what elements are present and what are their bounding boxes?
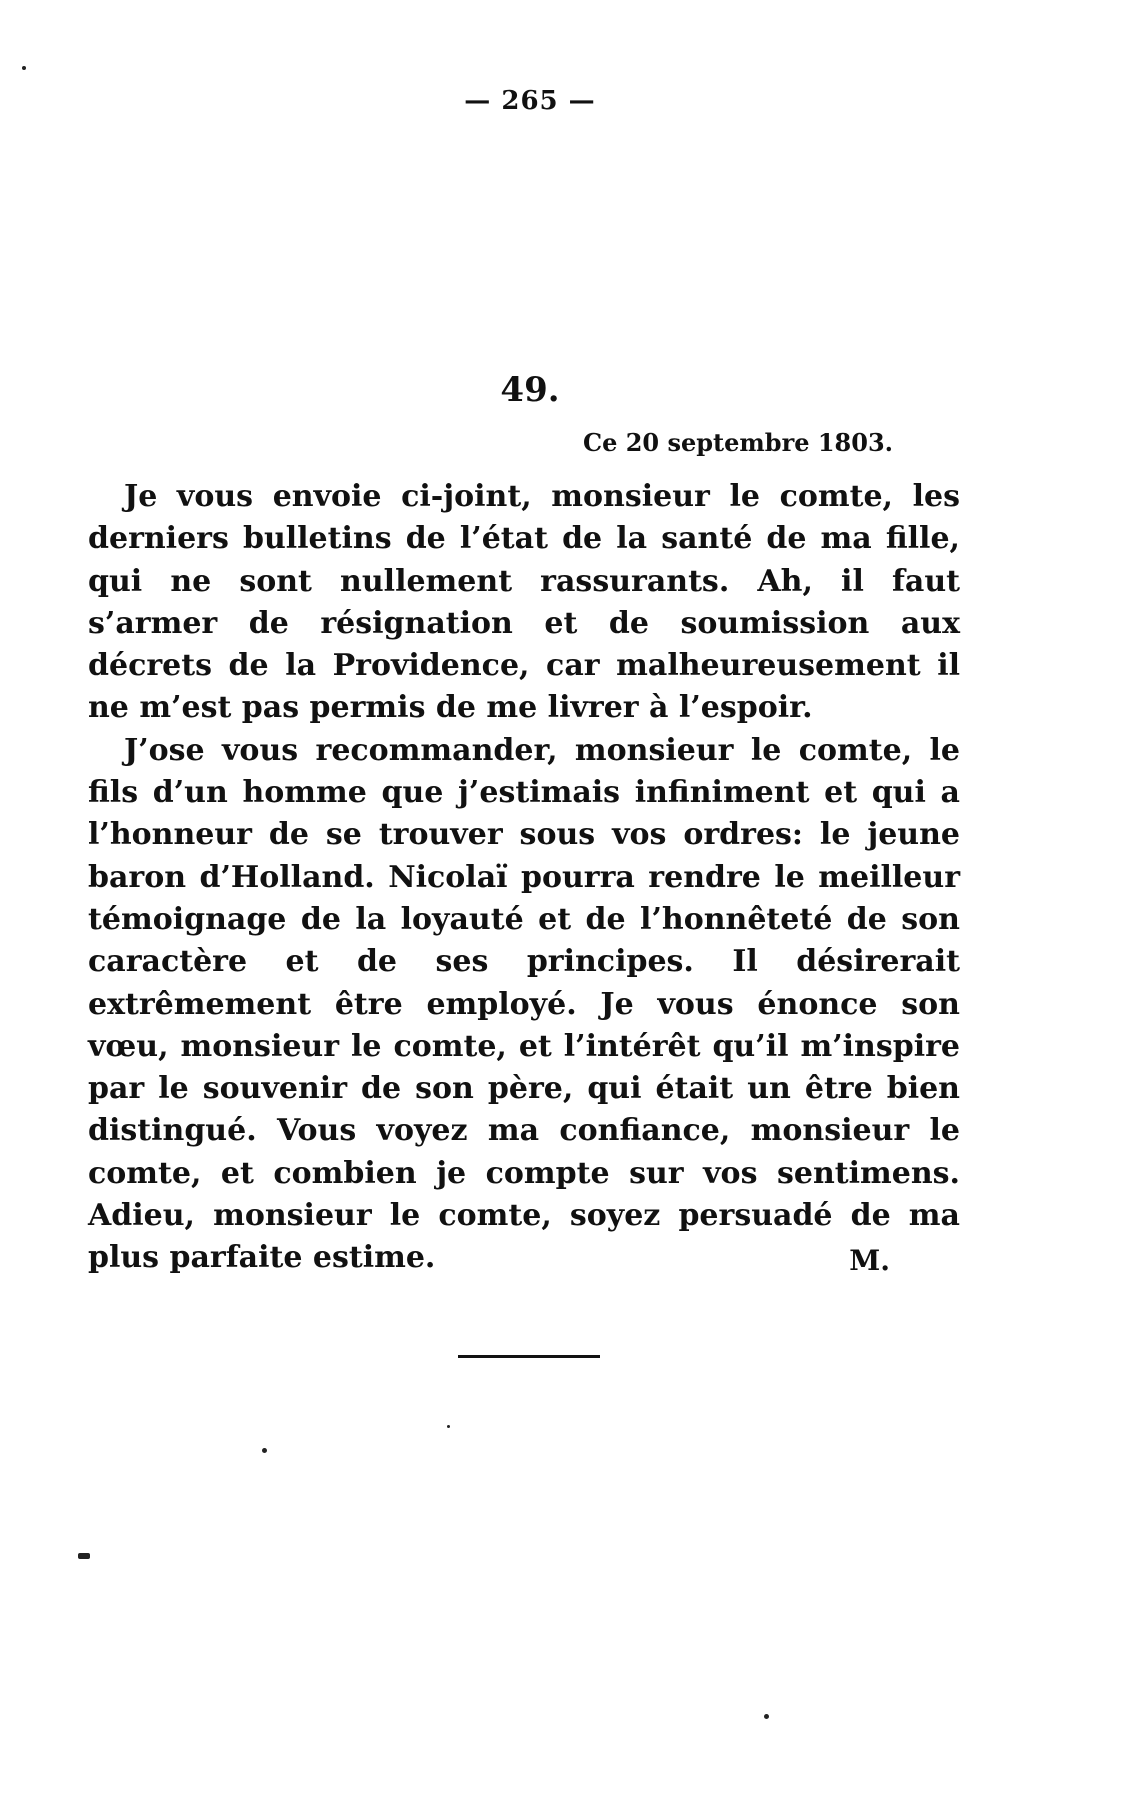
signature: M.	[849, 1244, 890, 1277]
scan-speck	[262, 1448, 267, 1453]
paragraph-1: Je vous envoie ci-joint, monsieur le comte, les derniers bulletins de l’état de la santé de ma fille, qui ne sont nullement rassurants. Ah, il faut s’armer de résignation et de soumission aux décrets de la Providence, car malheureusement il ne m’est pas permis de me livrer à l’espoir.	[88, 479, 960, 726]
paragraph-2: J’ose vous recommander, monsieur le comte, le fils d’un homme que j’estimais infiniment et qui a l’honneur de se trouver sous vos ordres: le jeune baron d’Holland. Nicolaï pourra rendre le meilleur témoignage de la loyauté et de l’honnêteté de son caractère et de ses principes. Il désirerait extrêmement être employé. Je vous énonce son vœu, monsieur le comte, et l’intérêt qu’il m’inspire par le souvenir de son père, qui était un être bien distingué. Vous voyez ma confiance, monsieur le comte, et combien je compte sur vos sentimens. Adieu, monsieur le comte, soyez persuadé de ma plus parfaite estime.	[88, 732, 960, 1276]
scan-speck	[764, 1714, 769, 1719]
page-number: — 265 —	[464, 86, 596, 116]
letter-number: 49.	[500, 370, 560, 410]
scan-speck	[22, 66, 26, 70]
scan-speck	[78, 1553, 90, 1559]
letter-dateline: Ce 20 septembre 1803.	[583, 428, 893, 457]
section-divider	[458, 1355, 600, 1358]
letter-body	[88, 476, 960, 1280]
scan-speck	[447, 1425, 450, 1428]
